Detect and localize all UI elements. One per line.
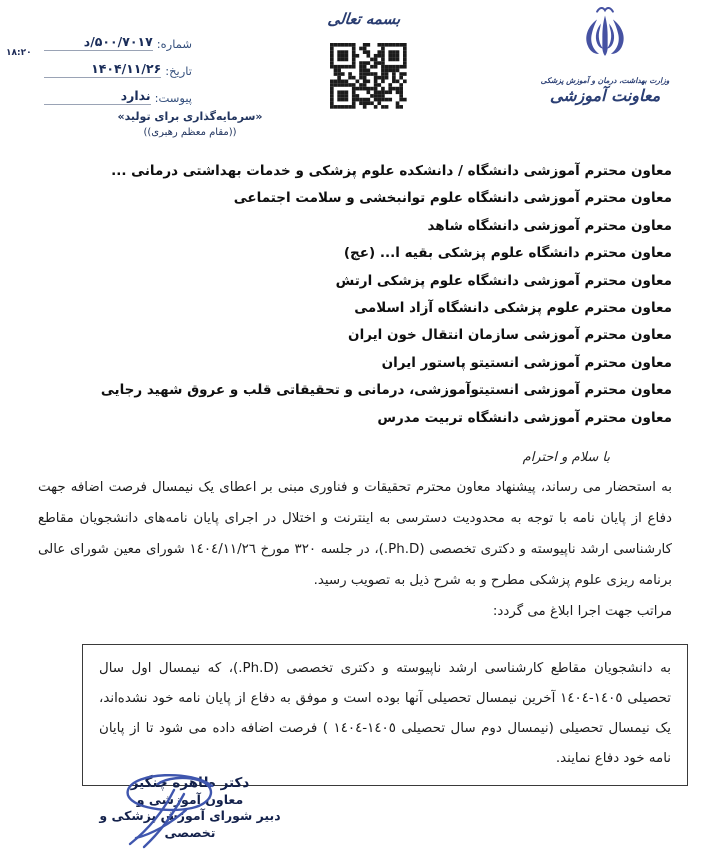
letter-attachment-value: ندارد [44, 88, 151, 105]
signer-title-line2: دبیر شورای آموزش پزشکی و تخصصی [99, 808, 281, 840]
recipient-list [38, 158, 672, 432]
body-closing-line: مراتب جهت اجرا ابلاغ می گردد: [492, 604, 672, 619]
print-time: ۱۸:۲۰ [6, 48, 32, 58]
recipient-line: معاون محترم آموزشی انستیتو پاستور ایران [381, 354, 672, 371]
letter-number-row [44, 24, 192, 51]
besmellah-calligraphy: بسمه تعالی [326, 10, 402, 28]
body-paragraph: به استحضار می رساند، پیشنهاد معاون محترم تحقیقات و فناوری مبنی بر اعطای یک نیمسال فرصت اضافه جهت دفاع از پایان نامه با توجه به محدودیت دسترسی به اینترنت و اختلال در اجرای پایان نامه‌های دانشجویان مقاطع کارشناسی ارشد ناپیوسته و دکتری تخصصی (Ph.D.)، در جلسه ٣٢٠ مورخ ١٤٠٤/١١/٢٦ شورای معین شورای عالی برنامه ریزی علوم پزشکی مطرح و به شرح ذیل به تصویب رسید. [38, 480, 672, 588]
year-slogan-text: «سرمایه‌گذاری برای تولید» [117, 110, 263, 123]
letter-attachment-label: پیوست: [154, 91, 192, 105]
deputy-name: معاونت آموزشی [549, 86, 661, 105]
qr-code-icon [330, 43, 408, 109]
year-slogan-attribution: ((مقام معظم رهبری)) [143, 127, 237, 138]
letter-number-label: شماره: [156, 37, 192, 51]
recipient-line: معاون محترم آموزشی دانشگاه تربیت مدرس [377, 409, 672, 426]
recipient-line: معاون محترم آموزشی دانشگاه علوم پزشکی ارتش [335, 272, 672, 289]
signer-title-line1: معاون آموزشی و [136, 791, 244, 807]
letter-number-value: ۵۰۰/۷۰۱۷/د [44, 34, 153, 51]
recipient-line: معاون محترم آموزشی سازمان انتقال خون ایران [348, 327, 672, 344]
signer-name: دکتر طاهره چنگیز [130, 775, 250, 791]
letterhead [538, 6, 672, 105]
letter-date-value: ۱۴۰۴/۱۱/۲۶ [44, 61, 161, 78]
letter-attachment-row [44, 78, 192, 105]
recipient-line: معاون محترم علوم پزشکی دانشگاه آزاد اسلامی [354, 300, 672, 317]
letter-body [38, 472, 672, 627]
letter-date-label: تاریخ: [165, 64, 192, 78]
letter-meta-fields [44, 24, 192, 105]
resolution-box: به دانشجویان مقاطع کارشناسی ارشد ناپیوسته و دکتری تخصصی (Ph.D.)، که نیمسال اول سال تحصیلی ١٤٠٥-١٤٠٤ آخرین نیمسال تحصیلی آنها بوده است و موفق به دفاع از پایان نامه خود نشده‌اند، یک نیمسال تحصیلی (نیمسال دوم سال تحصیلی ١٤٠٥-١٤٠٤ ) فرصت اضافه داده می شود تا از پایان نامه خود دفاع نمایند. [82, 644, 688, 786]
recipient-line: معاون محترم آموزشی دانشگاه شاهد [427, 217, 672, 234]
iran-emblem-icon [572, 6, 638, 70]
recipient-line: معاون محترم آموزشی دانشگاه علوم توانبخشی و سلامت اجتماعی [233, 190, 672, 207]
year-slogan [88, 110, 292, 138]
recipient-line: معاون محترم دانشگاه علوم پزشکی بقیه ا... (عج) [343, 245, 672, 262]
signature-block [80, 775, 300, 841]
recipient-line: معاون محترم آموزشی دانشگاه / دانشکده علوم پزشکی و خدمات بهداشتی درمانی ... [111, 163, 672, 179]
salutation: با سلام و احترام [522, 450, 610, 465]
letter-date-row [44, 51, 192, 78]
recipient-line: معاون محترم آموزشی انستیتوآموزشی، درمانی و تحقیقاتی قلب و عروق شهید رجایی [100, 382, 672, 399]
ministry-name: وزارت بهداشت، درمان و آموزش پزشکی [540, 76, 670, 85]
